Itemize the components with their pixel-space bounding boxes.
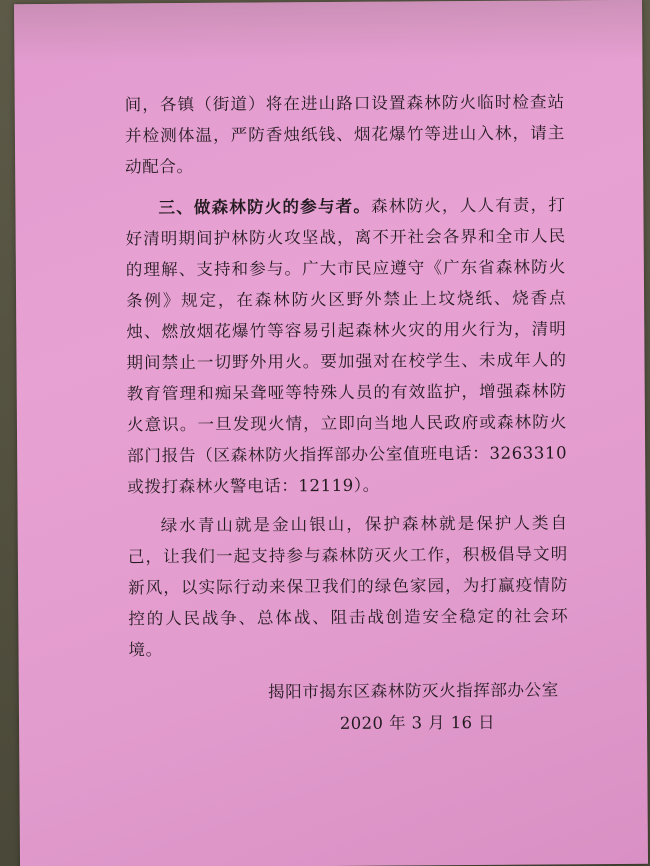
paragraph-closing bbox=[128, 507, 569, 665]
paper-shadow bbox=[14, 0, 642, 64]
paragraph-text: 绿水青山就是金山银山，保护森林就是保护人类自己，让我们一起支持参与森林防灭火工作，积极倡导文明新风，以实际行动来保卫我们的绿色家园，为打赢疫情防控的人民战争、总体战、阻击战创造安全稳定的社会环境。 bbox=[127, 513, 569, 660]
notice-body bbox=[125, 86, 569, 675]
paragraph-text: 间，各镇（街道）将在进山路口设置森林防火临时检查站并检测体温，严防香烛纸钱、烟花爆竹等进山入林，请主动配合。 bbox=[124, 92, 565, 177]
paragraph-section-three bbox=[125, 189, 567, 502]
issue-date: 2020 年 3 月 16 日 bbox=[339, 712, 496, 733]
signature-block bbox=[239, 675, 559, 739]
paper-sheet bbox=[14, 0, 648, 866]
section-heading: 三、做森林防火的参与者。 bbox=[158, 196, 372, 218]
paragraph-text: 森林防火，人人有责，打好清明期间护林防火攻坚战，离不开社会各界和全市人民的理解、支持和参与。广大市民应遵守《广东省森林防火条例》规定，在森林防火区野外禁止上坟烧纸、烧香点烛、燃放烟花爆竹等容易引起森林火灾的用火行为，清明期间禁止一切野外用火。要加强对在校学生、未成年人的教育管理和痴呆聋哑等特殊人员的有效监护，增强森林防火意识。一旦发现火情，立即向当地人民政府或森林防火部门报告（区森林防火指挥部办公室值班电话：3263310或拨打森林火警电话：12119）。 bbox=[125, 195, 568, 497]
issuing-organization: 揭阳市揭东区森林防灭火指挥部办公室 bbox=[268, 680, 559, 702]
paragraph-continuation bbox=[125, 86, 566, 182]
